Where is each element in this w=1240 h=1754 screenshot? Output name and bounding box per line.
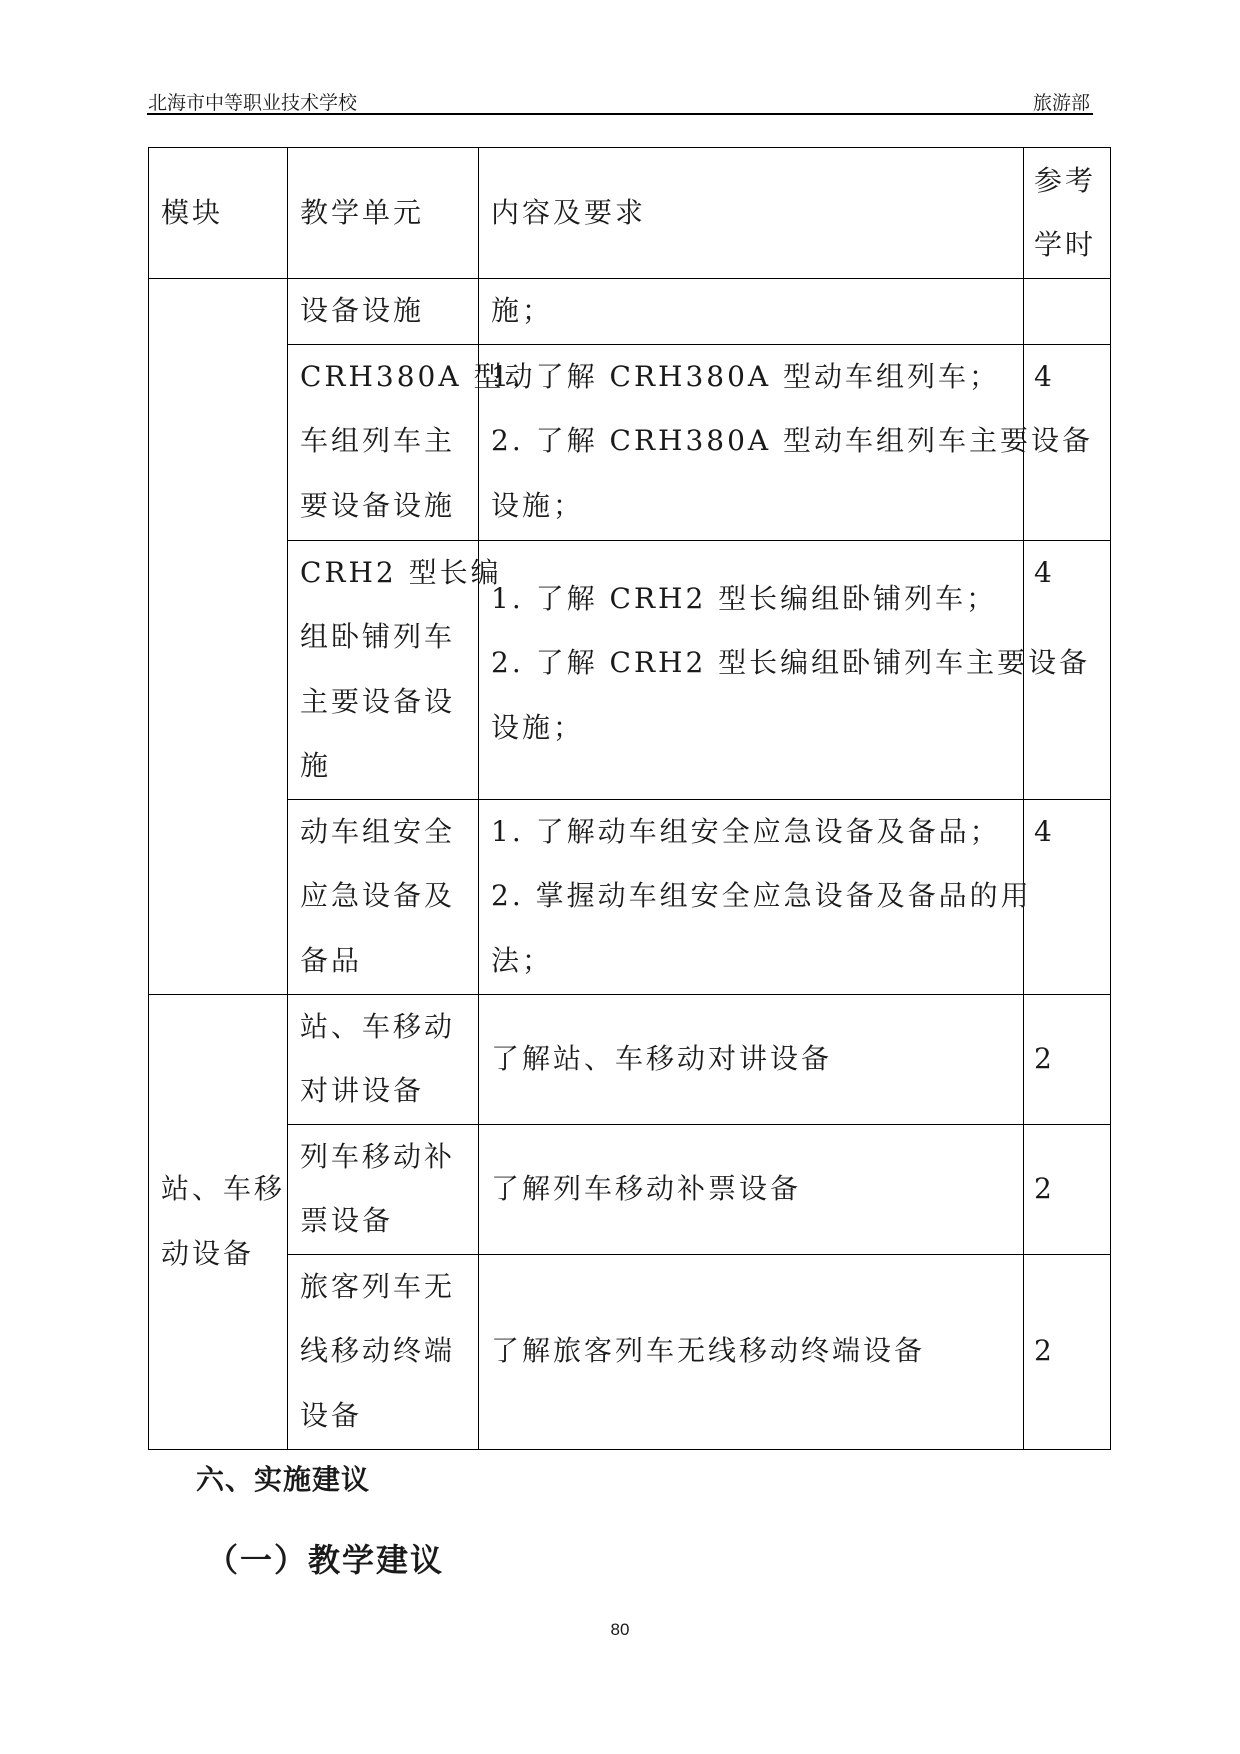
hours-cell: 4 <box>1024 344 1111 540</box>
content-cell <box>479 344 1094 540</box>
content-cell <box>479 1254 1024 1449</box>
module-line: 站、车移 <box>161 1172 286 1205</box>
content-cell <box>479 279 1024 345</box>
content-cell <box>479 799 1032 994</box>
unit-line: 设备设施 <box>300 294 425 327</box>
content-line: 2. 了解 CRH380A 型动车组列车主要设备 <box>491 424 1094 457</box>
hours-cell: 2 <box>1024 1254 1111 1449</box>
header-module: 模块 <box>149 148 288 279</box>
unit-line: 应急设备及 <box>300 879 456 912</box>
unit-line: 施 <box>300 749 332 782</box>
unit-cell <box>288 994 479 1124</box>
content-line: 了解列车移动补票设备 <box>491 1171 802 1205</box>
content-line: 法； <box>491 943 554 977</box>
unit-line: 备品 <box>300 943 363 977</box>
table-row <box>149 344 1111 540</box>
module-cell-empty <box>149 279 288 995</box>
content-line: 施； <box>491 294 554 327</box>
curriculum-table <box>148 147 1111 1450</box>
page-number: 80 <box>610 1620 630 1639</box>
content-line: 1. 了解 CRH380A 型动车组列车； <box>491 359 1001 393</box>
header-hours <box>1024 148 1111 279</box>
content-cell <box>479 994 1024 1124</box>
unit-line: 站、车移动 <box>300 1009 456 1043</box>
unit-line: 旅客列车无 <box>300 1269 456 1303</box>
module-line: 动设备 <box>161 1236 255 1270</box>
header-rule <box>147 113 1093 115</box>
module-cell <box>149 994 288 1449</box>
unit-line: 动车组安全 <box>300 814 456 848</box>
unit-cell <box>288 540 502 799</box>
unit-line: 对讲设备 <box>300 1074 425 1107</box>
table-row <box>149 279 1111 345</box>
table-row <box>149 799 1111 994</box>
content-line: 了解旅客列车无线移动终端设备 <box>491 1334 926 1368</box>
content-line: 2. 了解 CRH2 型长编组卧铺列车主要设备 <box>491 646 1091 679</box>
unit-cell <box>288 1254 479 1449</box>
hours-cell: 4 <box>1024 799 1111 994</box>
content-line: 设施； <box>491 488 585 522</box>
unit-cell <box>288 1124 479 1254</box>
hours-cell: 4 <box>1024 540 1111 799</box>
unit-cell <box>288 279 479 345</box>
subsection-heading-teaching: （一）教学建议 <box>206 1541 445 1579</box>
content-line: 了解站、车移动对讲设备 <box>491 1041 833 1075</box>
header-unit: 教学单元 <box>288 148 479 279</box>
unit-line: 主要设备设 <box>300 684 456 718</box>
unit-line: 要设备设施 <box>300 488 456 522</box>
header-content: 内容及要求 <box>479 148 1024 279</box>
content-line: 1. 了解动车组安全应急设备及备品； <box>491 814 1001 848</box>
unit-line: CRH380A 型动 <box>300 359 536 393</box>
content-line: 1. 了解 CRH2 型长编组卧铺列车； <box>491 581 998 615</box>
unit-line: 列车移动补 <box>300 1139 456 1173</box>
header-hours-line2: 学时 <box>1034 228 1097 261</box>
content-cell <box>479 1124 1024 1254</box>
unit-cell <box>288 344 536 540</box>
table-header-row <box>149 148 1111 279</box>
unit-line: 车组列车主 <box>300 424 456 457</box>
unit-cell <box>288 799 479 994</box>
table-row <box>149 1254 1111 1449</box>
unit-line: 线移动终端 <box>300 1334 456 1367</box>
content-cell <box>479 540 1091 799</box>
hours-cell: 2 <box>1024 994 1111 1124</box>
hours-cell <box>1024 279 1111 345</box>
hours-cell: 2 <box>1024 1124 1111 1254</box>
table-row <box>149 994 1111 1124</box>
table-row <box>149 540 1111 799</box>
unit-line: 组卧铺列车 <box>300 620 456 653</box>
content-line: 2. 掌握动车组安全应急设备及备品的用 <box>491 879 1032 912</box>
content-line: 设施； <box>491 710 585 744</box>
unit-line: CRH2 型长编 <box>300 555 502 589</box>
header-department: 旅游部 <box>1032 92 1090 114</box>
unit-line: 设备 <box>300 1398 363 1432</box>
header-school: 北海市中等职业技术学校 <box>148 92 358 114</box>
header-hours-line1: 参考 <box>1034 163 1097 197</box>
section-heading-implementation: 六、实施建议 <box>196 1463 371 1496</box>
table-row <box>149 1124 1111 1254</box>
unit-line: 票设备 <box>300 1204 394 1237</box>
